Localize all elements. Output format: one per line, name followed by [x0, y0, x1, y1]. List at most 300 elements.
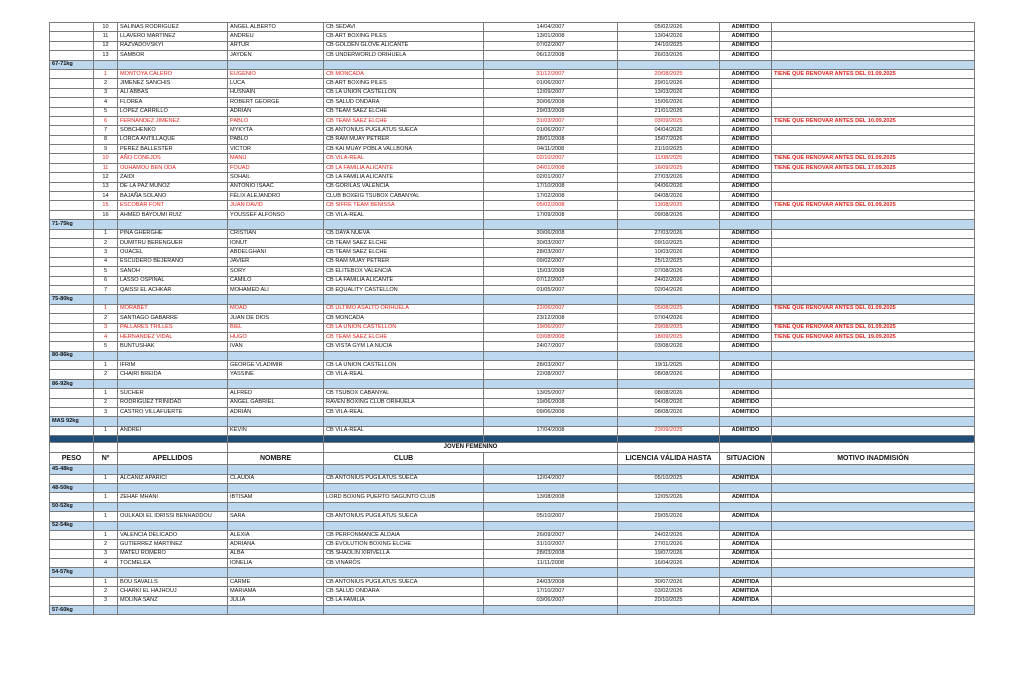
separator-cell [118, 436, 228, 443]
weight-cell [50, 98, 94, 107]
athlete-surnames: PALLARES TRILLES [118, 323, 228, 332]
category-filler-cell [720, 417, 772, 426]
rejection-reason [772, 493, 975, 502]
athlete-number: 11 [94, 32, 118, 41]
license-valid-until: 11/08/2025 [618, 154, 720, 163]
category-filler-cell [618, 521, 720, 530]
athlete-name: BIEL [228, 323, 324, 332]
athlete-number: 4 [94, 559, 118, 568]
license-valid-until: 16/04/2026 [618, 559, 720, 568]
separator-cell [94, 436, 118, 443]
athlete-club: CB EVOLUTION BOXING ELCHE [324, 540, 484, 549]
athlete-name: CRISTIAN [228, 229, 324, 238]
athlete-row [50, 426, 975, 435]
rejection-reason: TIENE QUE RENOVAR ANTES DEL 01.09.2025 [772, 323, 975, 332]
athlete-number: 1 [94, 304, 118, 313]
license-valid-until: 19/11/2025 [618, 361, 720, 370]
athlete-number: 15 [94, 201, 118, 210]
rejection-reason [772, 88, 975, 97]
rejection-reason [772, 342, 975, 351]
license-valid-until: 03/08/2026 [618, 342, 720, 351]
admission-status: ADMITIDO [720, 182, 772, 191]
athlete-surnames: JIMENEZ SANCHIS [118, 79, 228, 88]
admission-status: ADMITIDO [720, 32, 772, 41]
athlete-number: 2 [94, 238, 118, 247]
athlete-name: ANDREU [228, 32, 324, 41]
weight-cell [50, 107, 94, 116]
athlete-surnames: ALCAÑIZ APARICI [118, 474, 228, 483]
birth-date: 12/04/2007 [484, 474, 618, 483]
weight-cell [50, 154, 94, 163]
athlete-surnames: MOLINA SANZ [118, 596, 228, 605]
category-filler-cell [618, 220, 720, 229]
weight-category-row [50, 295, 975, 304]
admission-status: ADMITIDO [720, 192, 772, 201]
category-filler-cell [772, 60, 975, 69]
title-filler-cell [720, 443, 772, 453]
birth-date: 05/02/2008 [484, 201, 618, 210]
rejection-reason [772, 408, 975, 417]
athlete-club: CB MONCADA [324, 69, 484, 78]
athlete-name: GEORGE VLADIMIR [228, 361, 324, 370]
athlete-name: ARTUR [228, 41, 324, 50]
category-filler-cell [618, 502, 720, 511]
athlete-surnames: LLAVERO MARTINEZ [118, 32, 228, 41]
athlete-club: CB VILA-REAL [324, 210, 484, 219]
weight-cell [50, 587, 94, 596]
admission-status: ADMITIDO [720, 332, 772, 341]
athlete-club: CB ULTIMO ASALTO ORIHUELA [324, 304, 484, 313]
admission-status: ADMITIDO [720, 408, 772, 417]
category-filler-cell [484, 295, 618, 304]
rejection-reason [772, 182, 975, 191]
athlete-number: 3 [94, 88, 118, 97]
weight-cell [50, 493, 94, 502]
athlete-number: 2 [94, 314, 118, 323]
birth-date: 12/09/2007 [484, 88, 618, 97]
athlete-surnames: IFRIM [118, 361, 228, 370]
athlete-row [50, 361, 975, 370]
category-filler-cell [324, 606, 484, 615]
category-filler-cell [324, 483, 484, 492]
admission-status: ADMITIDO [720, 23, 772, 32]
athlete-row [50, 210, 975, 219]
category-filler-cell [324, 502, 484, 511]
license-valid-until: 05/02/2026 [618, 23, 720, 32]
athlete-club: CB GOLDEN GLOVE ALICANTE [324, 41, 484, 50]
category-filler-cell [772, 568, 975, 577]
license-valid-until: 29/01/2026 [618, 79, 720, 88]
athlete-number: 3 [94, 596, 118, 605]
column-header: APELLIDOS [118, 453, 228, 465]
athlete-row [50, 192, 975, 201]
weight-category-row [50, 220, 975, 229]
category-filler-cell [772, 417, 975, 426]
rejection-reason: TIENE QUE RENOVAR ANTES DEL 01.09.2025 [772, 69, 975, 78]
athlete-surnames: CHARKI EL HAJHOUJ [118, 587, 228, 596]
admission-status: ADMITIDO [720, 267, 772, 276]
athlete-name: ANGEL GABRIEL [228, 398, 324, 407]
athlete-club: CB TEAM SAEZ ELCHE [324, 332, 484, 341]
category-filler-cell [228, 220, 324, 229]
license-valid-until: 19/07/2026 [618, 549, 720, 558]
admission-status: ADMITIDO [720, 398, 772, 407]
birth-date: 29/03/2008 [484, 107, 618, 116]
athlete-surnames: SALINAS RODRIGUEZ [118, 23, 228, 32]
category-filler-cell [618, 465, 720, 474]
admission-status: ADMITIDO [720, 163, 772, 172]
athlete-row [50, 530, 975, 539]
license-valid-until: 29/05/2026 [618, 512, 720, 521]
rejection-reason [772, 474, 975, 483]
category-filler-cell [118, 295, 228, 304]
athlete-name: LUCA [228, 79, 324, 88]
athlete-surnames: ESCUDERO BEJERANO [118, 257, 228, 266]
athlete-number: 5 [94, 107, 118, 116]
weight-cell [50, 276, 94, 285]
license-valid-until: 21/01/2026 [618, 107, 720, 116]
birth-date: 30/06/2008 [484, 98, 618, 107]
birth-date: 13/05/2007 [484, 389, 618, 398]
athlete-surnames: ZEHAF MHANI [118, 493, 228, 502]
category-filler-cell [720, 568, 772, 577]
birth-date: 17/09/2008 [484, 210, 618, 219]
rejection-reason [772, 257, 975, 266]
title-filler-cell [772, 443, 975, 453]
birth-date: 26/09/2007 [484, 530, 618, 539]
category-filler-cell [720, 351, 772, 360]
athlete-surnames: CHAIRI BREIDA [118, 370, 228, 379]
athlete-surnames: DUMITRU BERENGUER [118, 238, 228, 247]
competition-roster-sheet [49, 22, 974, 615]
category-filler-cell [324, 60, 484, 69]
birth-date: 30/06/2008 [484, 229, 618, 238]
athlete-surnames: HERNANDEZ VIDAL [118, 332, 228, 341]
weight-category-label: 45-48kg [50, 465, 94, 474]
rejection-reason [772, 285, 975, 294]
athlete-name: MOHAMED ALI [228, 285, 324, 294]
athlete-number: 3 [94, 323, 118, 332]
category-filler-cell [324, 295, 484, 304]
athlete-number: 8 [94, 135, 118, 144]
athlete-club: CB DAYA NUEVA [324, 229, 484, 238]
athlete-row [50, 512, 975, 521]
athlete-name: JULIA [228, 596, 324, 605]
admission-status: ADMITIDO [720, 285, 772, 294]
athlete-row [50, 549, 975, 558]
category-filler-cell [118, 521, 228, 530]
category-filler-cell [484, 417, 618, 426]
athlete-surnames: QAISSI EL ACHKAR [118, 285, 228, 294]
weight-cell [50, 332, 94, 341]
admission-status: ADMITIDA [720, 530, 772, 539]
athlete-surnames: SANTIAGO GABARRE [118, 314, 228, 323]
license-valid-until: 09/10/2025 [618, 238, 720, 247]
athlete-name: JAVIER [228, 257, 324, 266]
separator-cell [772, 436, 975, 443]
license-valid-until: 27/03/2026 [618, 173, 720, 182]
weight-cell [50, 173, 94, 182]
athlete-row [50, 577, 975, 586]
category-filler-cell [228, 417, 324, 426]
athlete-club: CLUB BOXEIG TSUBOX CABANYAL [324, 192, 484, 201]
athlete-surnames: ANDREI [118, 426, 228, 435]
category-filler-cell [484, 568, 618, 577]
athlete-club: CB SALUD ONDARA [324, 587, 484, 596]
athlete-name: ABDELGHANI [228, 248, 324, 257]
license-valid-until: 27/03/2026 [618, 229, 720, 238]
athlete-row [50, 238, 975, 247]
category-filler-cell [94, 606, 118, 615]
category-filler-cell [720, 483, 772, 492]
weight-cell [50, 116, 94, 125]
admission-status: ADMITIDA [720, 493, 772, 502]
weight-category-row [50, 568, 975, 577]
category-filler-cell [324, 521, 484, 530]
athlete-name: CARME [228, 577, 324, 586]
weight-cell [50, 135, 94, 144]
rejection-reason [772, 559, 975, 568]
rejection-reason [772, 596, 975, 605]
athlete-surnames: OUHAMOU BEN ODA [118, 163, 228, 172]
weight-cell [50, 408, 94, 417]
athlete-name: SARA [228, 512, 324, 521]
rejection-reason [772, 79, 975, 88]
athlete-name: FOUAD [228, 163, 324, 172]
weight-category-label: 67-71kg [50, 60, 94, 69]
birth-date: 17/02/2008 [484, 192, 618, 201]
category-filler-cell [94, 568, 118, 577]
birth-date: 17/04/2008 [484, 426, 618, 435]
category-filler-cell [118, 502, 228, 511]
athlete-name: ADRIANA [228, 540, 324, 549]
athlete-row [50, 342, 975, 351]
rejection-reason [772, 267, 975, 276]
roster-body [50, 23, 975, 615]
athlete-number: 1 [94, 530, 118, 539]
athlete-name: FÉLIX ALEJANDRO [228, 192, 324, 201]
category-filler-cell [618, 60, 720, 69]
athlete-row [50, 23, 975, 32]
category-filler-cell [94, 465, 118, 474]
weight-category-label: 52-54kg [50, 521, 94, 530]
athlete-name: PABLO [228, 116, 324, 125]
category-filler-cell [94, 220, 118, 229]
license-valid-until: 30/07/2026 [618, 577, 720, 586]
athlete-number: 4 [94, 257, 118, 266]
rejection-reason [772, 426, 975, 435]
category-filler-cell [228, 502, 324, 511]
category-filler-cell [772, 220, 975, 229]
license-valid-until: 02/04/2026 [618, 285, 720, 294]
athlete-name: ADRIAN [228, 107, 324, 116]
admission-status: ADMITIDO [720, 426, 772, 435]
athlete-club: CB KAI MUAY POBLA VALLBONA [324, 145, 484, 154]
weight-cell [50, 126, 94, 135]
athlete-row [50, 323, 975, 332]
weight-category-label: 54-57kg [50, 568, 94, 577]
athlete-row [50, 229, 975, 238]
category-filler-cell [324, 220, 484, 229]
license-valid-until: 12/05/2026 [618, 493, 720, 502]
license-valid-until: 07/08/2026 [618, 267, 720, 276]
athlete-name: YASSINE [228, 370, 324, 379]
admission-status: ADMITIDA [720, 559, 772, 568]
admission-status: ADMITIDO [720, 304, 772, 313]
athlete-number: 1 [94, 389, 118, 398]
athlete-club: LORD BOXING PUERTO SAGUNTO CLUB [324, 493, 484, 502]
athlete-number: 2 [94, 370, 118, 379]
category-filler-cell [720, 502, 772, 511]
athlete-name: CLAUDIA [228, 474, 324, 483]
birth-date: 05/10/2007 [484, 512, 618, 521]
birth-date: 28/03/2007 [484, 248, 618, 257]
admission-status: ADMITIDO [720, 361, 772, 370]
category-filler-cell [94, 60, 118, 69]
athlete-name: ANGEL ALBERTO [228, 23, 324, 32]
admission-status: ADMITIDO [720, 257, 772, 266]
athlete-number: 14 [94, 192, 118, 201]
weight-cell [50, 192, 94, 201]
athlete-club: CB TEAM SAEZ ELCHE [324, 238, 484, 247]
category-filler-cell [772, 379, 975, 388]
athlete-surnames: OUACEL [118, 248, 228, 257]
athlete-number: 6 [94, 116, 118, 125]
weight-cell [50, 596, 94, 605]
rejection-reason [772, 126, 975, 135]
rejection-reason [772, 192, 975, 201]
athlete-name: ADRIÁN [228, 408, 324, 417]
category-filler-cell [484, 465, 618, 474]
column-header-row [50, 453, 975, 465]
rejection-reason [772, 549, 975, 558]
athlete-row [50, 493, 975, 502]
athlete-number: 16 [94, 210, 118, 219]
athlete-club: CB ART BOXING PILES [324, 32, 484, 41]
birth-date: 17/10/2007 [484, 587, 618, 596]
athlete-club: CB SIFRE TEAM BENISSA [324, 201, 484, 210]
athlete-name: ALEXIA [228, 530, 324, 539]
category-filler-cell [772, 483, 975, 492]
license-valid-until: 21/10/2025 [618, 145, 720, 154]
athlete-row [50, 41, 975, 50]
weight-category-row [50, 465, 975, 474]
column-header: CLUB [324, 453, 484, 465]
athlete-surnames: GUTIERREZ MARTINEZ [118, 540, 228, 549]
separator-cell [324, 436, 484, 443]
weight-category-row [50, 502, 975, 511]
category-filler-cell [484, 483, 618, 492]
column-header: NOMBRE [228, 453, 324, 465]
birth-date: 04/01/2008 [484, 163, 618, 172]
athlete-row [50, 107, 975, 116]
category-filler-cell [228, 295, 324, 304]
athlete-name: PABLO [228, 135, 324, 144]
category-filler-cell [94, 295, 118, 304]
admission-status: ADMITIDO [720, 248, 772, 257]
category-filler-cell [618, 379, 720, 388]
athlete-name: IVAN [228, 342, 324, 351]
admission-status: ADMITIDA [720, 577, 772, 586]
athlete-club: CB LA FAMILIA ALICANTE [324, 173, 484, 182]
weight-cell [50, 51, 94, 60]
category-filler-cell [618, 351, 720, 360]
license-valid-until: 18/09/2025 [618, 332, 720, 341]
athlete-row [50, 154, 975, 163]
weight-cell [50, 577, 94, 586]
rejection-reason [772, 314, 975, 323]
athlete-name: ALFRED [228, 389, 324, 398]
athlete-row [50, 285, 975, 294]
athlete-club: CB UNDERWORLD ORIHUELA [324, 51, 484, 60]
athlete-row [50, 276, 975, 285]
rejection-reason [772, 23, 975, 32]
category-filler-cell [94, 521, 118, 530]
rejection-reason [772, 540, 975, 549]
athlete-number: 3 [94, 248, 118, 257]
athlete-number: 1 [94, 361, 118, 370]
athlete-surnames: SOBCHENKO [118, 126, 228, 135]
athlete-name: YOUSSEF ALFONSO [228, 210, 324, 219]
license-valid-until: 08/08/2026 [618, 408, 720, 417]
athlete-club: CB TEAM SAEZ ELCHE [324, 248, 484, 257]
athlete-row [50, 596, 975, 605]
section-title-row [50, 443, 975, 453]
athlete-club: CB VILA-REAL [324, 370, 484, 379]
athlete-club: CB ANTONIUS PUGILATUS SUECA [324, 474, 484, 483]
category-filler-cell [618, 483, 720, 492]
birth-date: 02/01/2007 [484, 173, 618, 182]
athlete-surnames: LORCA ANTILLAQUE [118, 135, 228, 144]
category-filler-cell [228, 483, 324, 492]
athlete-number: 2 [94, 587, 118, 596]
weight-cell [50, 248, 94, 257]
weight-cell [50, 41, 94, 50]
weight-cell [50, 145, 94, 154]
license-valid-until: 15/06/2026 [618, 98, 720, 107]
athlete-club: CB TSUBOX CABANYAL [324, 389, 484, 398]
category-filler-cell [324, 465, 484, 474]
license-valid-until: 04/08/2026 [618, 398, 720, 407]
athlete-number: 6 [94, 276, 118, 285]
weight-category-label: 71-75kg [50, 220, 94, 229]
birth-date: 09/06/2008 [484, 408, 618, 417]
weight-cell [50, 210, 94, 219]
athlete-club: CB SHAOLIN XIRIVELLA [324, 549, 484, 558]
athlete-name: HUSNAIN [228, 88, 324, 97]
admission-status: ADMITIDO [720, 173, 772, 182]
athlete-surnames: TOCMELEA [118, 559, 228, 568]
title-filler-cell [118, 443, 228, 453]
birth-date: 31/12/2007 [484, 69, 618, 78]
athlete-name: IONUT [228, 238, 324, 247]
athlete-surnames: BAJAÑA SOLANO [118, 192, 228, 201]
section-title: JOVEN FEMENINO [324, 443, 618, 453]
athlete-surnames: DE LA PAZ MUÑOZ [118, 182, 228, 191]
athlete-name: MARIAMA [228, 587, 324, 596]
rejection-reason [772, 51, 975, 60]
athlete-row [50, 257, 975, 266]
athlete-club: CB EQUALITY CASTELLON [324, 285, 484, 294]
athlete-row [50, 389, 975, 398]
weight-category-row [50, 606, 975, 615]
birth-date: 07/12/2007 [484, 276, 618, 285]
license-valid-until: 04/08/2026 [618, 192, 720, 201]
athlete-club: CB LA UNION CASTELLON [324, 361, 484, 370]
athlete-number: 1 [94, 493, 118, 502]
rejection-reason [772, 32, 975, 41]
category-filler-cell [94, 351, 118, 360]
